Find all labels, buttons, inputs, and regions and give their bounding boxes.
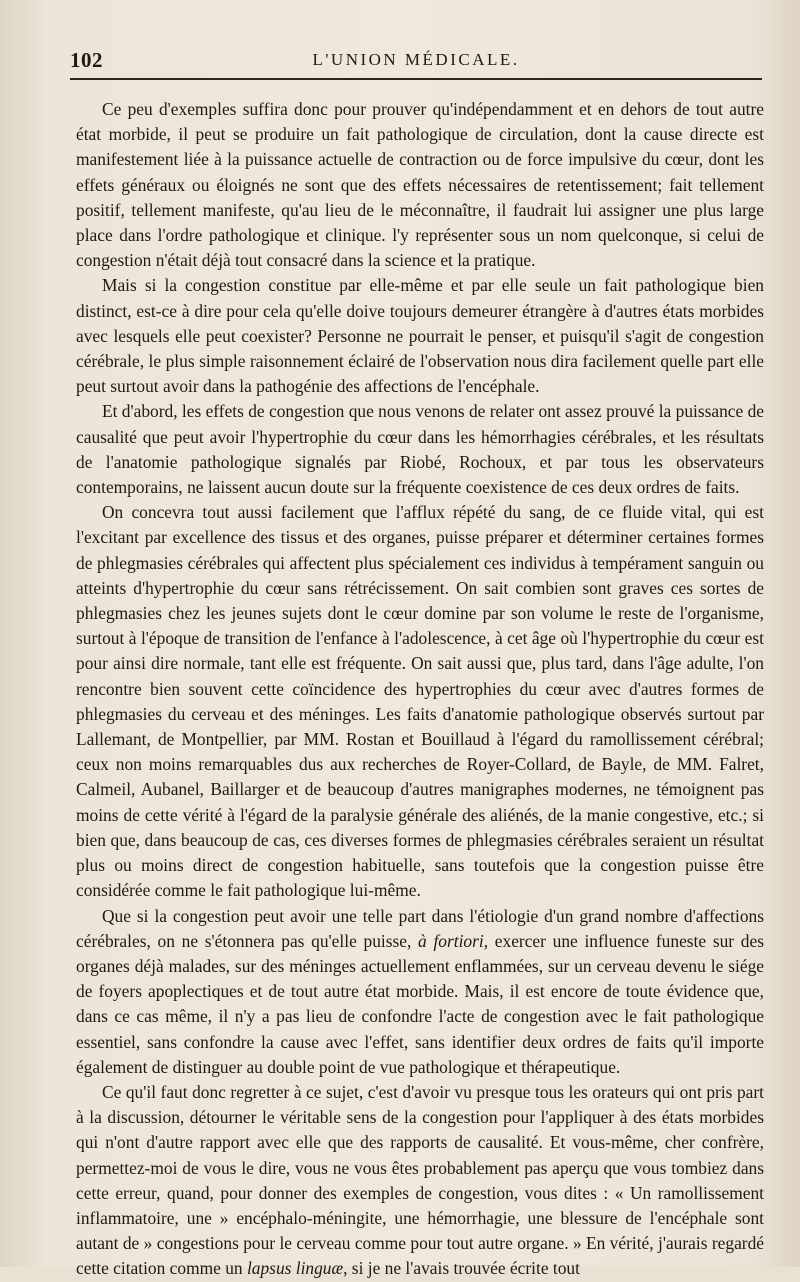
paragraph-2: Mais si la congestion constitue par elle-même et par elle seule un fait pathologique bien distinct, est-ce à dire pour cela qu'elle doive toujours demeurer étrangère à d'autres états morbides avec lesquels elle peut coexister? Personne ne pourrait le penser, et puisqu'il s'agit de congestion cérébrale, le plus simple raisonnement éclairé de l'observation nous dira facilement quelle part elle peut surtout avoir dans la pathogénie des affections de l'encéphale.	[76, 275, 764, 397]
paragraph-5-italic: à fortiori	[418, 930, 484, 951]
paragraph-6	[76, 1080, 764, 1282]
paragraph-5-before: Que si la congestion peut avoir une telle part dans l'étiologie d'un grand nombre d'affections cérébrales, on ne s'étonnera pas qu'elle puisse,	[76, 905, 764, 951]
paragraph-1: Ce peu d'exemples suffira donc pour prouver qu'indépendamment et en dehors de tout autre état morbide, il peut se produire un fait pathologique de circulation, dont la cause directe est manifestement liée à la puissance actuelle de contraction ou de force impulsive du cœur, dont les effets généraux ou éloignés ne sont que des effets nécessaires de retentissement; fait tellement positif, tellement manifeste, qu'au lieu de le méconnaître, il faudrait lui assigner une plus large place dans l'ordre pathologique et clinique. l'y représenter sous un nom quelconque, si celui de congestion n'était déjà tout consacré dans la science et la pratique.	[76, 99, 764, 271]
running-head: L'UNION MÉDICALE.	[312, 50, 520, 69]
page-header	[70, 40, 762, 80]
paragraph-6-before: Ce qu'il faut donc regretter à ce sujet, c'est d'avoir vu presque tous les orateurs qui ont pris part à la discussion, détourner le véritable sens de la congestion pour l'appliquer à des états morbides qui n'ont d'autre rapport avec elle que des rapports de causalité. Et vous-même, cher confrère, permettez-moi de vous le dire, vous ne vous êtes probablement pas aperçu que vous tombiez dans cette erreur, quand, pour donner des exemples de congestion, vous dites : « Un ramollissement inflammatoire, une » encéphalo-méningite, une hémorrhagie, une blessure de l'encéphale sont autant de » congestions pour le cerveau comme pour tout autre organe. » En vérité, j'aurais regardé cette citation comme un	[76, 1081, 764, 1279]
paragraph-6-after: , si je ne l'avais trouvée écrite tout	[343, 1258, 580, 1279]
paragraph-6-italic: lapsus linguæ	[246, 1258, 344, 1279]
paragraph-4: On concevra tout aussi facilement que l'afflux répété du sang, de ce fluide vital, qui est l'excitant par excellence des tissus et des organes, puisse préparer et déterminer certaines formes de phlegmasies cérébrales qui affectent plus spécialement ces individus à tempérament sanguin ou atteints d'hypertrophie du cœur sans rétrécissement. On sait combien sont graves ces sortes de phlegmasies chez les jeunes sujets dont le cœur domine par son volume le reste de l'organisme, surtout à l'époque de transition de l'enfance à l'adolescence, à cet âge où l'hypertrophie du cœur est pour ainsi dire normale, tant elle est fréquente. On sait aussi que, plus tard, dans l'âge adulte, l'on rencontre bien souvent cette coïncidence des hypertrophies du cœur avec d'autres formes de phlegmasies du cerveau et des méninges. Les faits d'anatomie pathologique observés surtout par Lallemant, de Montpellier, par MM. Rostan et Bouillaud à l'égard du ramollissement cérébral; ceux non moins remarquables dus aux recherches de Royer-Collard, de Bayle, de MM. Falret, Calmeil, Aubanel, Baillarger et de beaucoup d'autres manigraphes modernes, ne témoignent pas moins de cette vérité à l'égard de la paralysie générale des aliénés, de la manie congestive, etc.; si bien que, dans beaucoup de cas, ces diverses formes de phlegmasies cérébrales seraient un résultat plus ou moins direct de congestion habituelle, sans toutefois que la congestion puisse être considérée comme le fait pathologique lui-même.	[76, 502, 764, 901]
header-rule	[70, 78, 762, 80]
body-text	[76, 97, 764, 1282]
page-number: 102	[70, 48, 103, 72]
paragraph-3: Et d'abord, les effets de congestion que nous venons de relater ont assez prouvé la puissance de causalité que peut avoir l'hypertrophie du cœur dans les hémorrhagies cérébrales, et les résultats de l'anatomie pathologique signalés par Riobé, Rochoux, et par tous les observateurs contemporains, ne laissent aucun doute sur la fréquente coexistence de ces deux ordres de faits.	[76, 401, 764, 498]
paragraph-5	[76, 904, 764, 1080]
paragraph-5-after: , exercer une influence funeste sur des organes déjà malades, sur des méninges actuellement enflammées, sur un cerveau devenu le siége de foyers apoplectiques et de tout autre état morbide. Mais, il est encore de toute évidence que, dans ce cas même, il n'y a pas lieu de confondre l'acte de congestion avec le fait pathologique essentiel, sans confondre la cause avec l'effet, sans identifier deux ordres de faits qu'il importe également de distinguer au double point de vue pathologique et thérapeutique.	[76, 930, 764, 1077]
